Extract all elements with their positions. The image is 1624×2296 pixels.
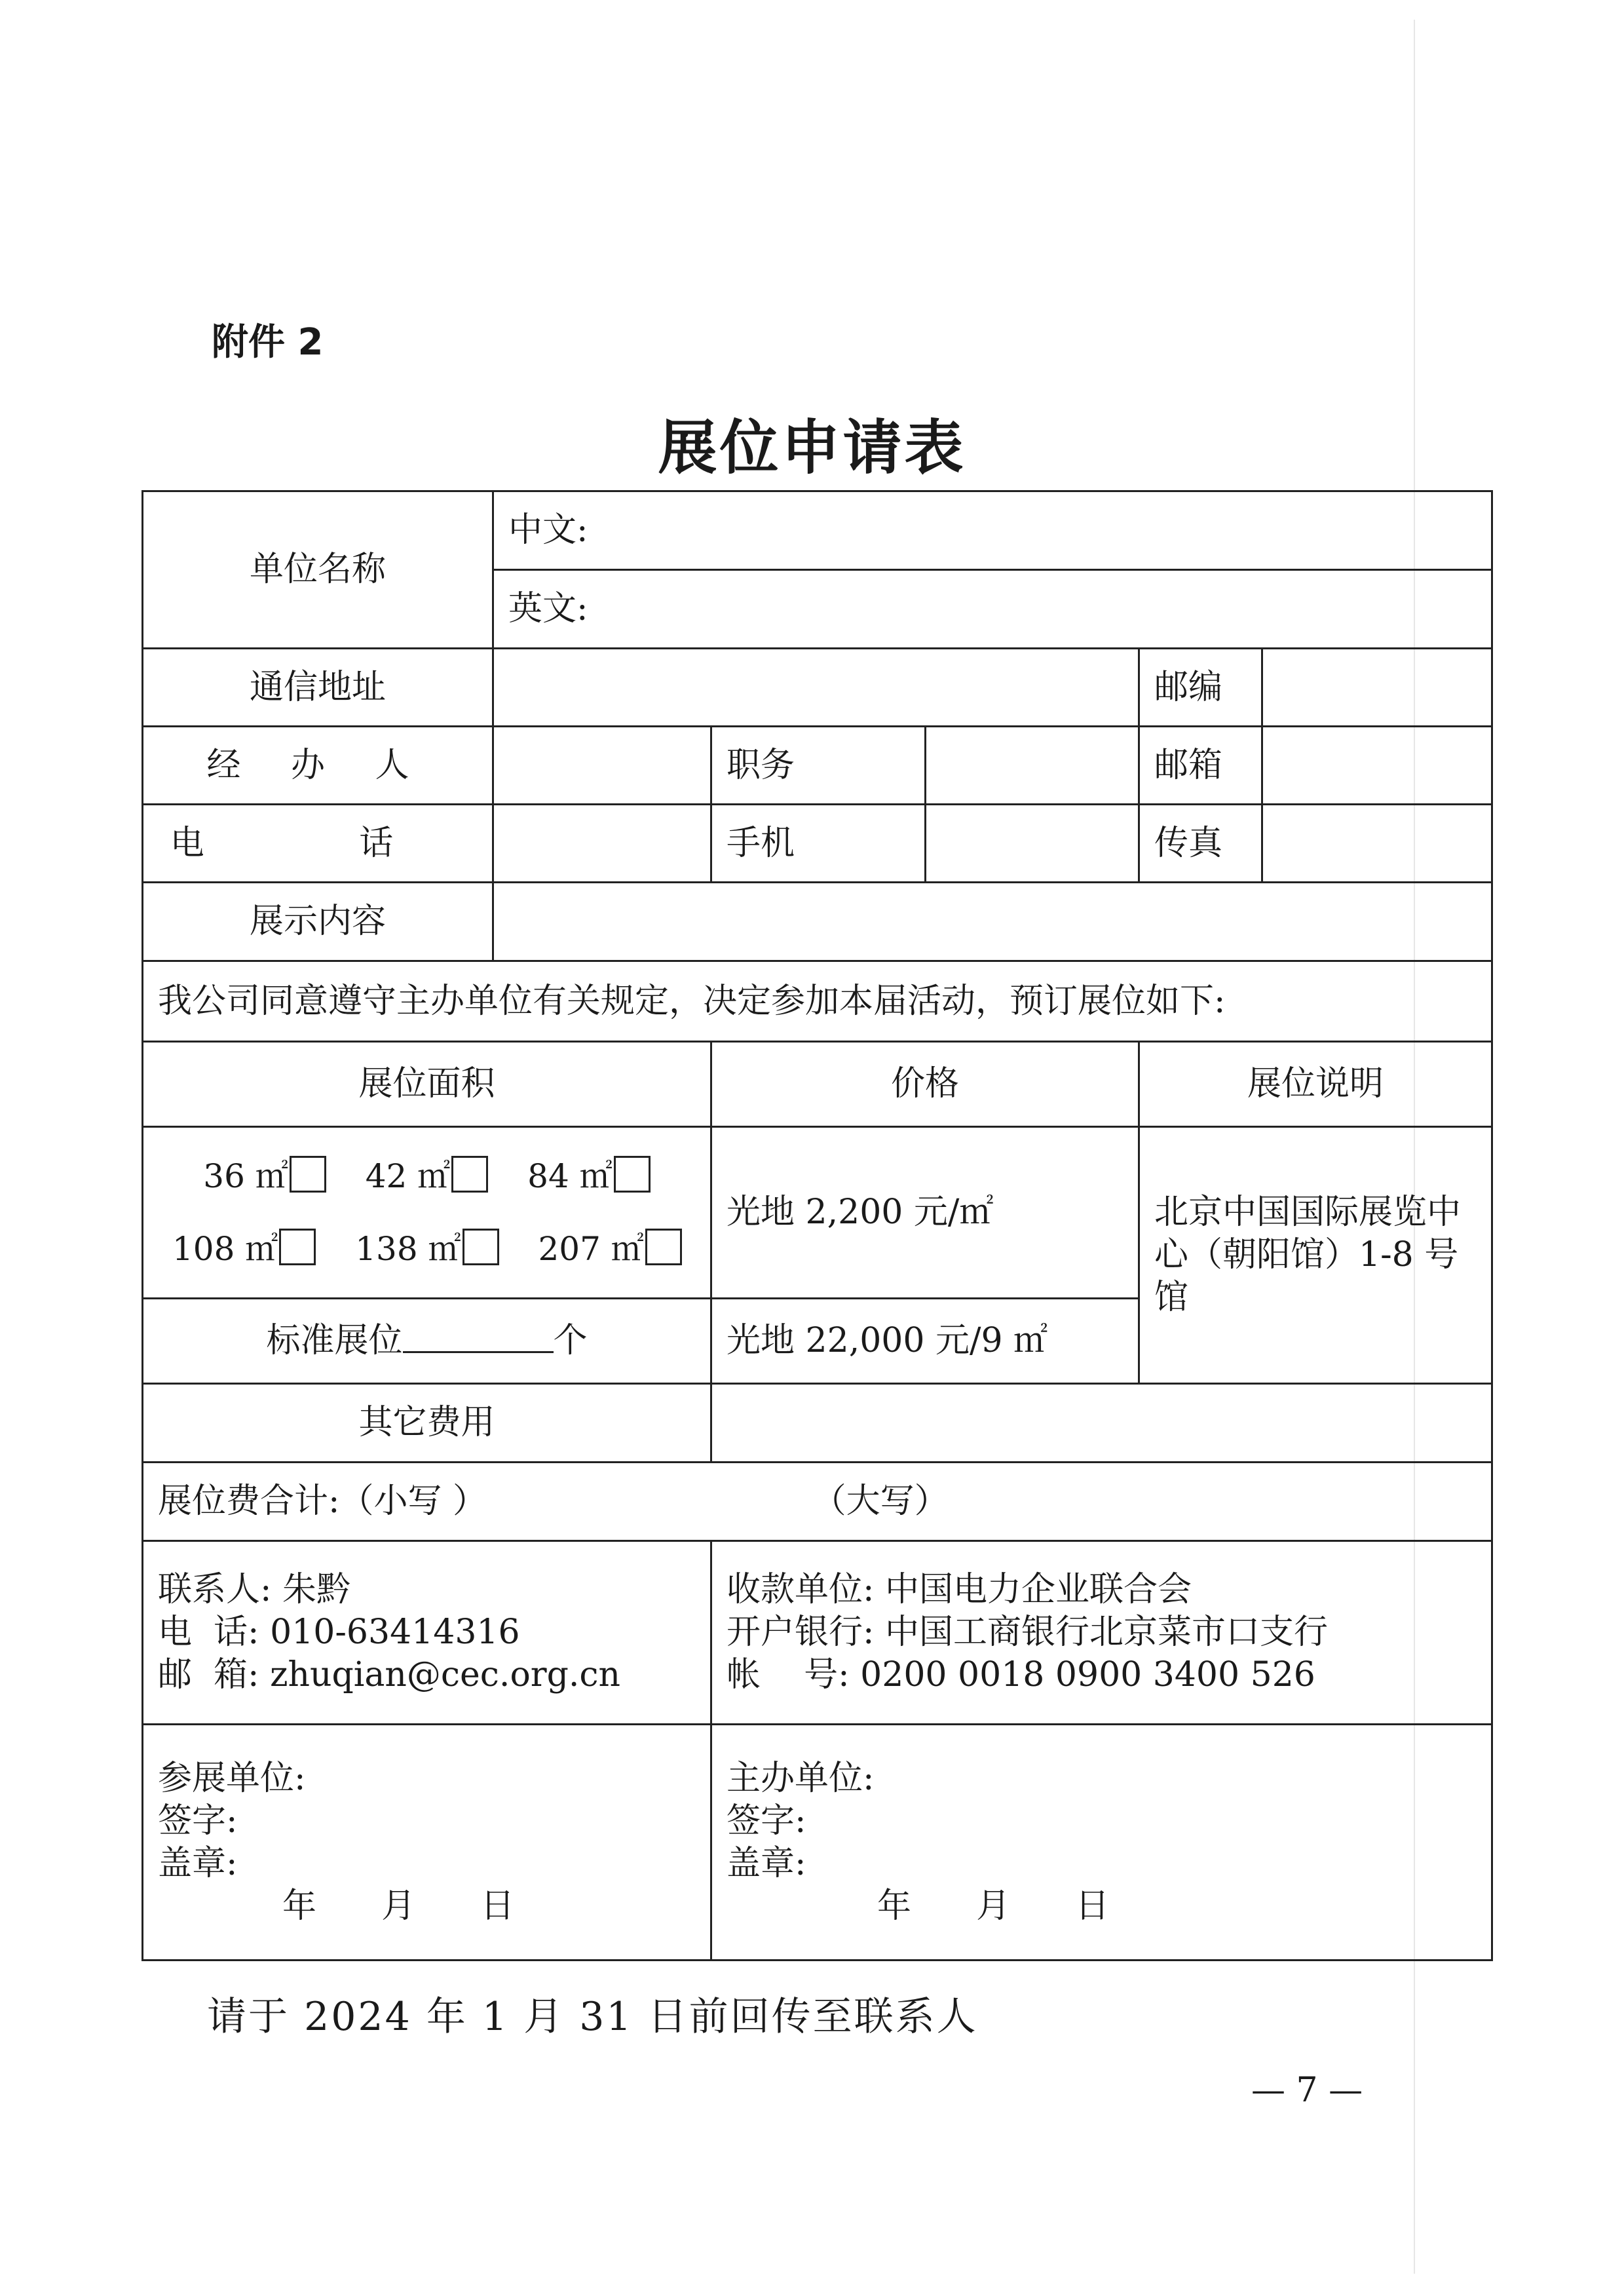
mobile-label: 手机	[711, 805, 926, 883]
account-number: 帐 号: 0200 0018 0900 3400 526	[727, 1655, 1315, 1694]
contact-person: 联系人: 朱黔	[158, 1570, 351, 1609]
area-option-138[interactable]: 138 ㎡	[355, 1230, 499, 1268]
contact-phone: 电 话: 010-63414316	[158, 1613, 520, 1652]
payee: 收款单位: 中国电力企业联合会	[727, 1570, 1192, 1609]
checkbox[interactable]	[279, 1229, 316, 1265]
other-fees-label: 其它费用	[143, 1384, 711, 1463]
price-header: 价格	[711, 1042, 1139, 1127]
company-name-en-field[interactable]	[493, 570, 1492, 649]
contact-info	[143, 1541, 711, 1725]
company-cn-label: 中文:	[508, 510, 588, 550]
mobile-field[interactable]	[926, 805, 1139, 883]
sign-label: 签字:	[727, 1801, 806, 1841]
area-option-42[interactable]: 42 ㎡	[366, 1157, 489, 1195]
checkbox[interactable]	[451, 1156, 488, 1193]
company-en-label: 英文:	[508, 589, 588, 628]
checkbox[interactable]	[645, 1229, 682, 1265]
fax-label: 传真	[1139, 805, 1262, 883]
phone-field[interactable]	[493, 805, 711, 883]
area-header: 展位面积	[143, 1042, 711, 1127]
return-note: 请于 2024 年 1 月 31 日前回传至联系人	[207, 1994, 978, 2040]
seal-label: 盖章:	[727, 1843, 806, 1883]
sign-label: 签字:	[158, 1801, 238, 1841]
bank-info	[711, 1541, 1492, 1725]
venue-description: 北京中国国际展览中心（朝阳馆）1-8 号馆	[1139, 1127, 1492, 1384]
checkbox[interactable]	[614, 1156, 651, 1193]
standard-booth-count-field[interactable]	[403, 1325, 554, 1353]
handler-field[interactable]	[493, 727, 711, 805]
phone-label: 电 话	[143, 805, 493, 883]
attachment-label: 附件 2	[212, 321, 324, 364]
area-option-108[interactable]: 108 ㎡	[172, 1230, 316, 1268]
date-line: 年 月 日	[877, 1886, 1110, 1926]
area-option-207[interactable]: 207 ㎡	[538, 1230, 681, 1268]
other-fees-field[interactable]	[711, 1384, 1492, 1463]
exhibitor-label: 参展单位:	[158, 1758, 306, 1798]
address-label: 通信地址	[143, 649, 493, 727]
checkbox[interactable]	[290, 1156, 326, 1193]
area-option-84[interactable]: 84 ㎡	[527, 1157, 651, 1195]
page-title: 展位申请表	[658, 413, 966, 482]
date-line: 年 月 日	[282, 1886, 515, 1926]
email-label: 邮箱	[1139, 727, 1262, 805]
booth-application-form	[142, 490, 1493, 1961]
raw-space-price: 光地 2,200 元/㎡	[711, 1127, 1139, 1299]
position-label: 职务	[711, 727, 926, 805]
email-field[interactable]	[1262, 727, 1492, 805]
address-field[interactable]	[493, 649, 1139, 727]
handler-label: 经 办 人	[143, 727, 493, 805]
total-fee-row	[143, 1463, 1492, 1541]
area-option-36[interactable]: 36 ㎡	[203, 1157, 326, 1195]
company-name-label: 单位名称	[143, 491, 493, 649]
exhibit-content-field[interactable]	[493, 883, 1492, 961]
fax-field[interactable]	[1262, 805, 1492, 883]
agreement-text: 我公司同意遵守主办单位有关规定，决定参加本届活动，预订展位如下:	[143, 961, 1492, 1042]
checkbox[interactable]	[463, 1229, 499, 1265]
company-name-cn-field[interactable]	[493, 491, 1492, 570]
postcode-field[interactable]	[1262, 649, 1492, 727]
exhibit-content-label: 展示内容	[143, 883, 493, 961]
organizer-label: 主办单位:	[727, 1758, 875, 1798]
page-number: — 7 —	[1251, 2071, 1363, 2110]
organizer-signature[interactable]	[711, 1725, 1492, 1961]
postcode-label: 邮编	[1139, 649, 1262, 727]
position-field[interactable]	[926, 727, 1139, 805]
seal-label: 盖章:	[158, 1843, 238, 1883]
total-lower-label: 展位费合计:（小写 ）	[158, 1482, 487, 1521]
bank-name: 开户银行: 中国工商银行北京菜市口支行	[727, 1613, 1329, 1652]
description-header: 展位说明	[1139, 1042, 1492, 1127]
area-options	[143, 1127, 711, 1299]
exhibitor-signature[interactable]	[143, 1725, 711, 1961]
standard-booth: 标准展位 个	[143, 1299, 711, 1384]
standard-booth-price: 光地 22,000 元/9 ㎡	[711, 1299, 1139, 1384]
contact-email: 邮 箱: zhuqian@cec.org.cn	[158, 1655, 621, 1694]
total-upper-label: （大写）	[812, 1482, 949, 1521]
